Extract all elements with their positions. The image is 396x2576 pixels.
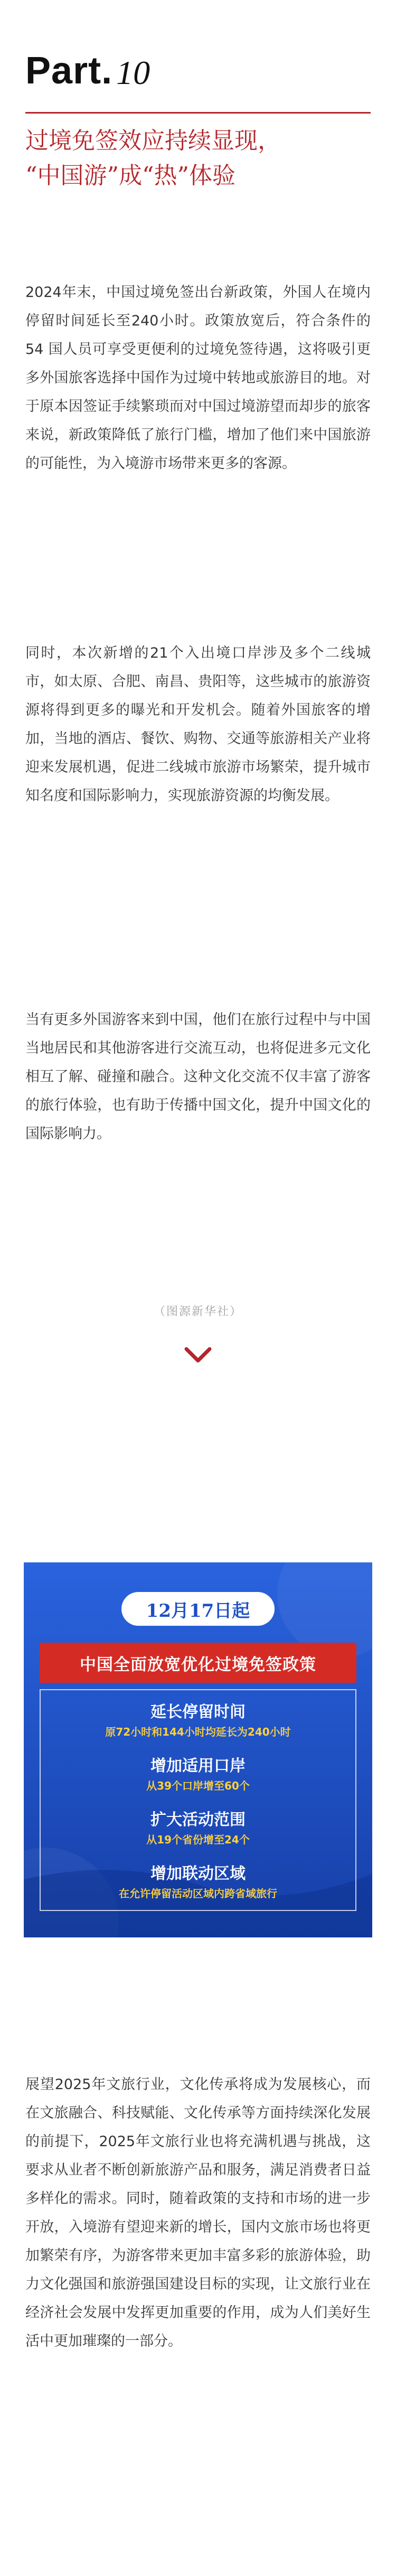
section-title-line-2: “中国游”成“热”体验 bbox=[25, 162, 235, 189]
policy-infographic bbox=[24, 1562, 372, 1937]
policy-item bbox=[24, 1755, 372, 1794]
effective-date: 12月17日起 bbox=[146, 1600, 250, 1622]
paragraph-4: 展望2025年文旅行业，文化传承将成为发展核心，而在文旅融合、科技赋能、文化传承等方面持续深化发展的前提下，2025年文旅行业也将充满机遇与挑战，这要求从业者不断创新旅游产品和服务，满足消费者日益多样化的需求。同时，随着政策的支持和市场的进一步开放，入境游有望迎来新的增长，国内文旅市场也将更加繁荣有序，为游客带来更加丰富多彩的旅游体验，助力文化强国和旅游强国建设目标的实现，让文旅行业在经济社会发展中发挥更加重要的作用，成为人们美好生活中更加璀璨的一部分。 bbox=[25, 2076, 371, 2349]
policy-item bbox=[24, 1701, 372, 1740]
part-label: Part bbox=[25, 50, 102, 92]
section-title-line-1: 过境免签效应持续显现， bbox=[25, 127, 281, 154]
chevron-down-icon bbox=[182, 1345, 214, 1366]
paragraph-2: 同时，本次新增的21个入出境口岸涉及多个二线城市，如太原、合肥、南昌、贵阳等，这些城市的旅游资源将得到更多的曝光和开发机会。随着外国旅客的增加，当地的酒店、餐饮、购物、交通等旅游相关产业将迎来发展机遇，促进二线城市旅游市场繁荣，提升城市知名度和国际影响力，实现旅游资源的均衡发展。 bbox=[25, 645, 371, 804]
policy-item bbox=[24, 1862, 372, 1901]
policy-item-detail: 从39个口岸增至60个 bbox=[146, 1779, 250, 1792]
infographic-title-banner bbox=[40, 1643, 356, 1683]
title-divider bbox=[25, 112, 371, 114]
part-heading bbox=[25, 42, 150, 90]
infographic-title: 中国全面放宽优化过境免签政策 bbox=[80, 1655, 316, 1674]
effective-date-badge bbox=[121, 1592, 275, 1626]
paragraph-1: 2024年末，中国过境免签出台新政策，外国人在境内停留时间延长至240小时。政策放宽后，符合条件的 54 国人员可享受更便利的过境免签待遇，这将吸引更多外国旅客选择中国作为过境中转地或旅游目的地。对于原本因签证手续繁琐而对中国过境游望而却步的旅客来说，新政策降低了旅行门槛，增加了他们来中国旅游的可能性，为入境游市场带来更多的客源。 bbox=[25, 284, 371, 472]
policy-item-detail: 原72小时和144小时均延长为240小时 bbox=[105, 1726, 291, 1738]
policy-item bbox=[24, 1809, 372, 1848]
policy-item-detail: 在允许停留活动区域内跨省域旅行 bbox=[119, 1887, 277, 1900]
image-source-caption: （图源新华社） bbox=[153, 1305, 242, 1318]
policy-item-detail: 从19个省份增至24个 bbox=[146, 1833, 250, 1846]
policy-item-heading: 增加联动区域 bbox=[150, 1865, 246, 1883]
paragraph-3: 当有更多外国游客来到中国，他们在旅行过程中与中国当地居民和其他游客进行交流互动，也将促进多元文化相互了解、碰撞和融合。这种文化交流不仅丰富了游客的旅行体验，也有助于传播中国文化，提升中国文化的国际影响力。 bbox=[25, 1011, 371, 1142]
part-dot: . bbox=[101, 50, 112, 92]
policy-item-heading: 增加适用口岸 bbox=[150, 1757, 246, 1775]
policy-item-heading: 扩大活动范围 bbox=[150, 1811, 246, 1829]
policy-item-heading: 延长停留时间 bbox=[150, 1703, 246, 1721]
part-number: 10 bbox=[116, 54, 150, 91]
section-title bbox=[25, 124, 374, 193]
